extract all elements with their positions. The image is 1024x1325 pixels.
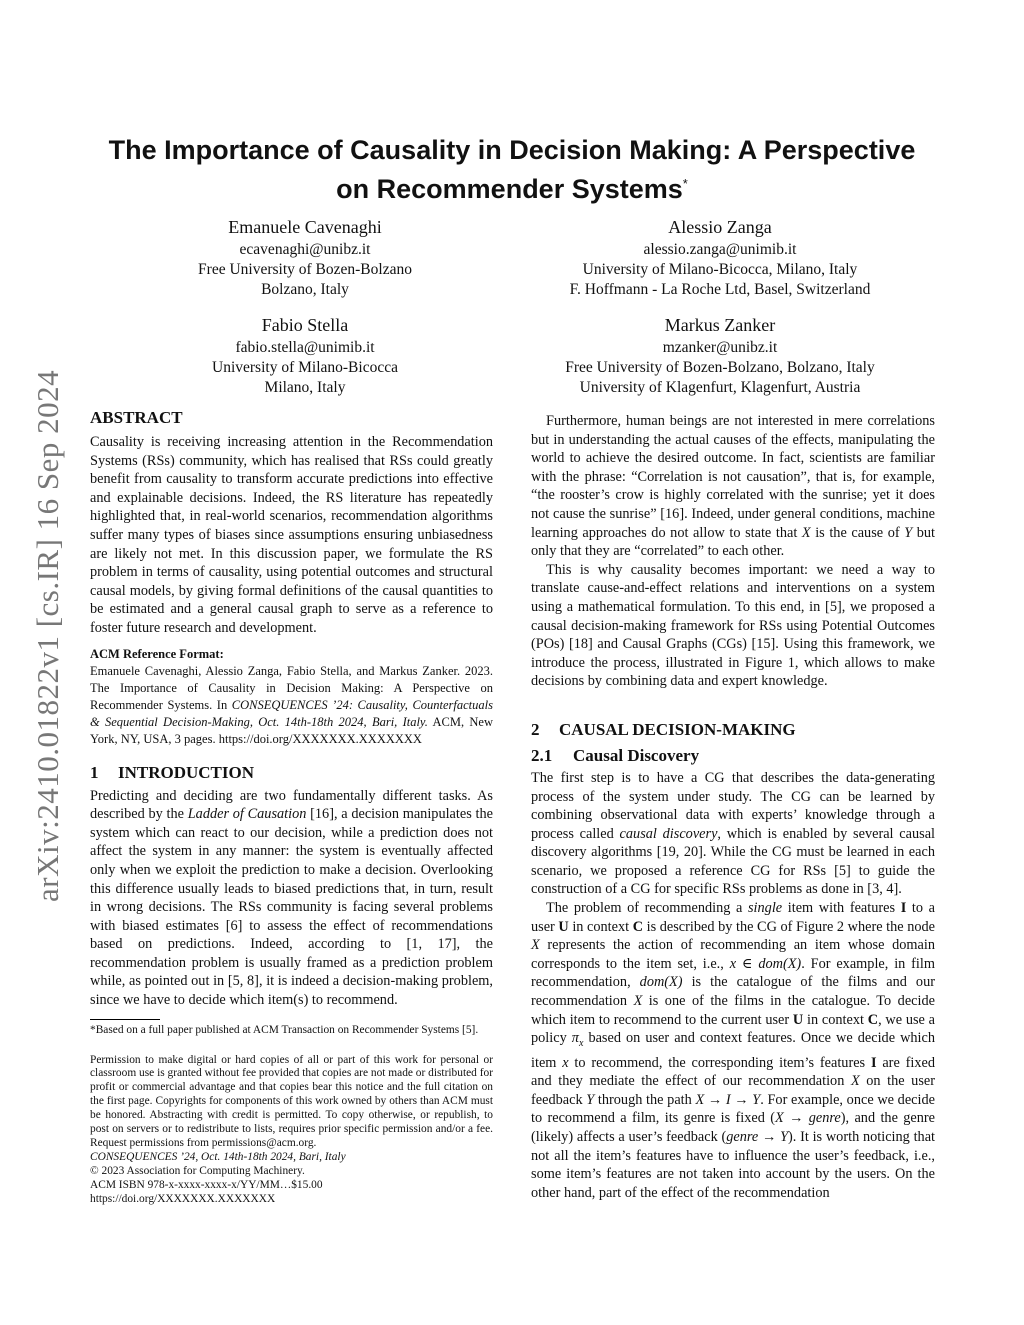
- r4-single: single: [747, 900, 783, 917]
- author-name: Emanuele Cavenaghi: [228, 217, 382, 237]
- permission-text: Permission to make digital or hard copies of all or part of this work for personal or classroom use is granted without fee provided that copies are not made or distributed for profit or commercial advantage and that copies bear this notice and the full citation on the first page. Copyrights for components of this work owned by others than ACM must be honored. Abstracting with credit is permitted. To copy otherwise, or republish, to post on servers or to redistribute to lists, requires prior specific permission and/or a fee. Request permissions from permissions@acm.org.: [90, 1053, 493, 1149]
- right-paragraph-4: [531, 899, 935, 1202]
- acm-reference-text: [90, 663, 493, 748]
- footnote: *Based on a full paper published at ACM Transaction on Recommender Systems [5].: [90, 1023, 479, 1036]
- left-column: [90, 407, 493, 1207]
- math-pi-subscript: x: [578, 1038, 584, 1050]
- math-domX: dom(X): [639, 974, 683, 991]
- intro-text-2: [16], a decision manipulates the system which can react to our decision, while a prediction does not affect the system in any manner: the system is eventually affected only when we exploit the prediction to make a decision. Overlooking this difference usually leads to biased predictions that, in turn, result in wrong decisions. The RSs community is facing several problems with biased estimates [6] to assess the effect of recommendations based on predictions. Indeed, according to [1, 17], the recommendation problem is usually framed as a prediction problem while, as pointed out in [5, 8], it is indeed a decision-making problem, since we have to decide which item(s) to recommend.: [90, 806, 493, 1009]
- subsection-number: 2.1: [531, 745, 553, 765]
- r4-t: to recommend, the corresponding item’s features: [568, 1054, 871, 1071]
- permission-conference: CONSEQUENCES ’24, Oct. 14th-18th 2024, Bari, Italy: [90, 1150, 346, 1163]
- math-X: X: [850, 1073, 860, 1090]
- r4-t: ). It is worth noticing that not all the item’s features have to influence the user’s feedback, i.e., some item’s features are not taken into account by the users. On the other hand, part of the effect of the recommendation: [531, 1129, 936, 1201]
- math-I: I: [900, 900, 907, 917]
- title-footnote-mark: *: [682, 176, 688, 191]
- math-C: C: [632, 918, 644, 935]
- r4-t: is the catalogue of the films and our recommendation: [531, 974, 935, 1010]
- right-paragraph-1: [531, 412, 935, 561]
- author-affiliation: University of Milano-Bicocca, Milano, Italy: [582, 261, 858, 278]
- math-path: X → I → Y: [695, 1091, 761, 1108]
- author-block-1: [150, 214, 460, 300]
- r1-text-3: but only that they are “correlated” to each other.: [531, 524, 936, 560]
- r4-t: on the user feedback: [531, 1073, 935, 1108]
- intro-text-1: Predicting and deciding are two fundamentally different tasks. As described by the: [90, 787, 493, 823]
- r1-text-2: is the cause of: [810, 524, 905, 541]
- acm-ref-part-2: ACM, New York, NY, USA, 3 pages. https://doi.org/XXXXXXX.XXXXXXX: [90, 714, 493, 746]
- r4-t: through the path: [594, 1091, 696, 1108]
- acm-reference-heading: ACM Reference Format:: [90, 646, 224, 661]
- math-x-in-domX: x ∈ dom(X): [729, 955, 802, 972]
- math-genre-y: genre → Y: [726, 1129, 789, 1146]
- math-U: U: [792, 1011, 804, 1028]
- section-number: 2: [531, 719, 540, 739]
- section-title: CAUSAL DECISION-MAKING: [559, 719, 796, 739]
- acm-ref-part-1: Emanuele Cavenaghi, Alessio Zanga, Fabio Stella, and Markus Zanker. 2023. The Importance of Causality in Decision Making: A Perspective on Recommender Systems. In: [90, 663, 493, 712]
- r3-text-1: The first step is to have a CG that describes the data-generating process of the system under study. The CG can be learned by combining observational data with experts’ knowledge through a process called: [531, 769, 935, 842]
- author-affiliation: University of Klagenfurt, Klagenfurt, Austria: [579, 379, 861, 396]
- r4-t: . For example, once we decide to recommend a film, its genre is fixed (: [531, 1091, 935, 1127]
- paper-title: [90, 133, 934, 206]
- author-email[interactable]: mzanker@unibz.it: [662, 339, 778, 356]
- math-x: x: [562, 1054, 569, 1071]
- title-line-2: [90, 167, 934, 206]
- r4-t: is one of the films in the catalogue. To decide which item to recommend to the current user: [531, 993, 935, 1028]
- author-name: Alessio Zanga: [668, 217, 772, 237]
- author-block-3: [150, 312, 460, 398]
- intro-ladder: Ladder of Causation: [187, 806, 307, 823]
- intro-paragraph: [90, 787, 493, 1010]
- r4-t: item with features: [782, 900, 901, 917]
- r4-t: in context: [568, 918, 633, 935]
- math-C: C: [867, 1011, 879, 1028]
- r4-t: is described by the CG of Figure 2 where the node: [643, 918, 935, 935]
- r1-text-1: Furthermore, human beings are not interested in mere correlations but in understanding the actual causes of the effects, manipulating the world to achieve the desired outcome. In fact, scientists are familiar with the phrase: “Correlation is not causation”, that is, for example, “the rooster’s crow is highly correlated with the sunrise; yet it does not cause the sunrise” [16]. Indeed, under general conditions, machine learning approaches do not allow to state that: [531, 413, 935, 541]
- math-X: X: [633, 993, 643, 1010]
- author-email[interactable]: ecavenaghi@unibz.it: [239, 241, 371, 258]
- math-x-genre: X → genre: [775, 1110, 841, 1127]
- math-pi: π: [571, 1030, 579, 1047]
- subsection-2-1-heading: [531, 745, 935, 767]
- abstract-heading: ABSTRACT: [90, 408, 183, 427]
- title-line-1: The Importance of Causality in Decision Making: A Perspective: [108, 135, 916, 165]
- section-number: 1: [90, 762, 99, 782]
- r4-t: based on user and context features. Once we decide which item: [531, 1030, 936, 1071]
- author-email[interactable]: fabio.stella@unimib.it: [235, 339, 375, 356]
- math-X: X: [531, 937, 540, 954]
- r3-causal-discovery: causal discovery: [619, 825, 718, 842]
- permission-block: [90, 1054, 493, 1207]
- author-affiliation: Free University of Bozen-Bolzano, Bolzano, Italy: [565, 359, 875, 376]
- r4-t: . For example, in film recommendation,: [531, 955, 935, 991]
- author-name: Markus Zanker: [664, 315, 776, 335]
- right-column: [531, 412, 935, 1202]
- author-affiliation: Milano, Italy: [264, 379, 346, 396]
- right-paragraph-2: This is why causality becomes important: we need a way to translate cause-and-effect relations and interventions on a system using a mathematical formulation. To this end, in [5], we proposed a causal decision-making framework for RSs using Potential Outcomes (POs) [18] and Causal Graphs (CGs) [15]. Using this framework, we introduce the process, illustrated in Figure 1, which allows to make decisions by combining data and expert knowledge.: [531, 561, 935, 690]
- permission-isbn: ACM ISBN 978-x-xxxx-xxxx-x/YY/MM…$15.00: [90, 1178, 323, 1191]
- r4-t: represents the action of recommending an item whose domain corresponds to the item set, i.e.,: [531, 937, 935, 972]
- subsection-title: Causal Discovery: [573, 745, 700, 765]
- author-block-4: [530, 312, 910, 398]
- section-title: INTRODUCTION: [118, 762, 255, 782]
- author-email[interactable]: alessio.zanga@unimib.it: [643, 241, 797, 258]
- author-affiliation: F. Hoffmann - La Roche Ltd, Basel, Switzerland: [569, 281, 871, 298]
- author-affiliation: Free University of Bozen-Bolzano: [198, 261, 412, 278]
- acm-reference: [90, 646, 493, 748]
- intro-heading: [90, 762, 493, 784]
- r4-t: The problem of recommending a: [546, 900, 748, 917]
- author-block-2: [530, 214, 910, 300]
- math-U: U: [558, 918, 569, 935]
- math-I: I: [870, 1054, 877, 1071]
- footnote-rule: [90, 1019, 160, 1020]
- author-name: Fabio Stella: [261, 315, 349, 335]
- section-2-heading: [531, 719, 935, 741]
- r4-t: to a user: [531, 900, 935, 935]
- math-y: Y: [904, 524, 913, 541]
- math-x: X: [801, 524, 811, 541]
- r4-t: are fixed and they mediate the effect of our recommendation: [531, 1054, 935, 1090]
- title-line-2-text: on Recommender Systems: [336, 174, 683, 204]
- abstract-text: Causality is receiving increasing attention in the Recommendation Systems (RSs) community, which has realised that RSs could greatly benefit from causality to transform accurate predictions into effective and explainable decisions. Indeed, the RS literature has repeatedly highlighted that, in real-world scenarios, recommendation algorithms suffer many types of biases since assumptions ensuring unbiasedness are likely not met. In this discussion paper, we formulate the RS problem in terms of causality, using potential outcomes and structural causal models, by giving formal definitions of the causal quantities to be estimated and a general causal graph to serve as a reference to foster future research and development.: [90, 434, 493, 636]
- author-affiliation: University of Milano-Bicocca: [212, 359, 398, 376]
- author-affiliation: Bolzano, Italy: [261, 281, 349, 298]
- r4-t: ), and the genre (likely) affects a user’s feedback (: [531, 1110, 936, 1146]
- math-Y: Y: [586, 1091, 595, 1108]
- permission-copyright: © 2023 Association for Computing Machinery.: [90, 1164, 305, 1177]
- arxiv-stamp: arXiv:2410.01822v1 [cs.IR] 16 Sep 2024: [30, 370, 65, 903]
- r4-t: in context: [803, 1011, 868, 1028]
- r4-t: , we use a policy: [531, 1011, 935, 1047]
- acm-ref-venue: CONSEQUENCES ’24: Causality, Counterfactuals & Sequential Decision-Making, Oct. 14th-18th 2024, Bari, Italy.: [90, 697, 493, 729]
- permission-doi[interactable]: https://doi.org/XXXXXXX.XXXXXXX: [90, 1192, 276, 1205]
- right-paragraph-3: [531, 769, 935, 899]
- r3-text-2: , which is enabled by several causal discovery algorithms [19, 20]. While the CG must be learned in each scenario, we proposed a reference CG for RSs [5] to guide the construction of a CG for specific RSs problems as done in [3, 4].: [531, 825, 936, 898]
